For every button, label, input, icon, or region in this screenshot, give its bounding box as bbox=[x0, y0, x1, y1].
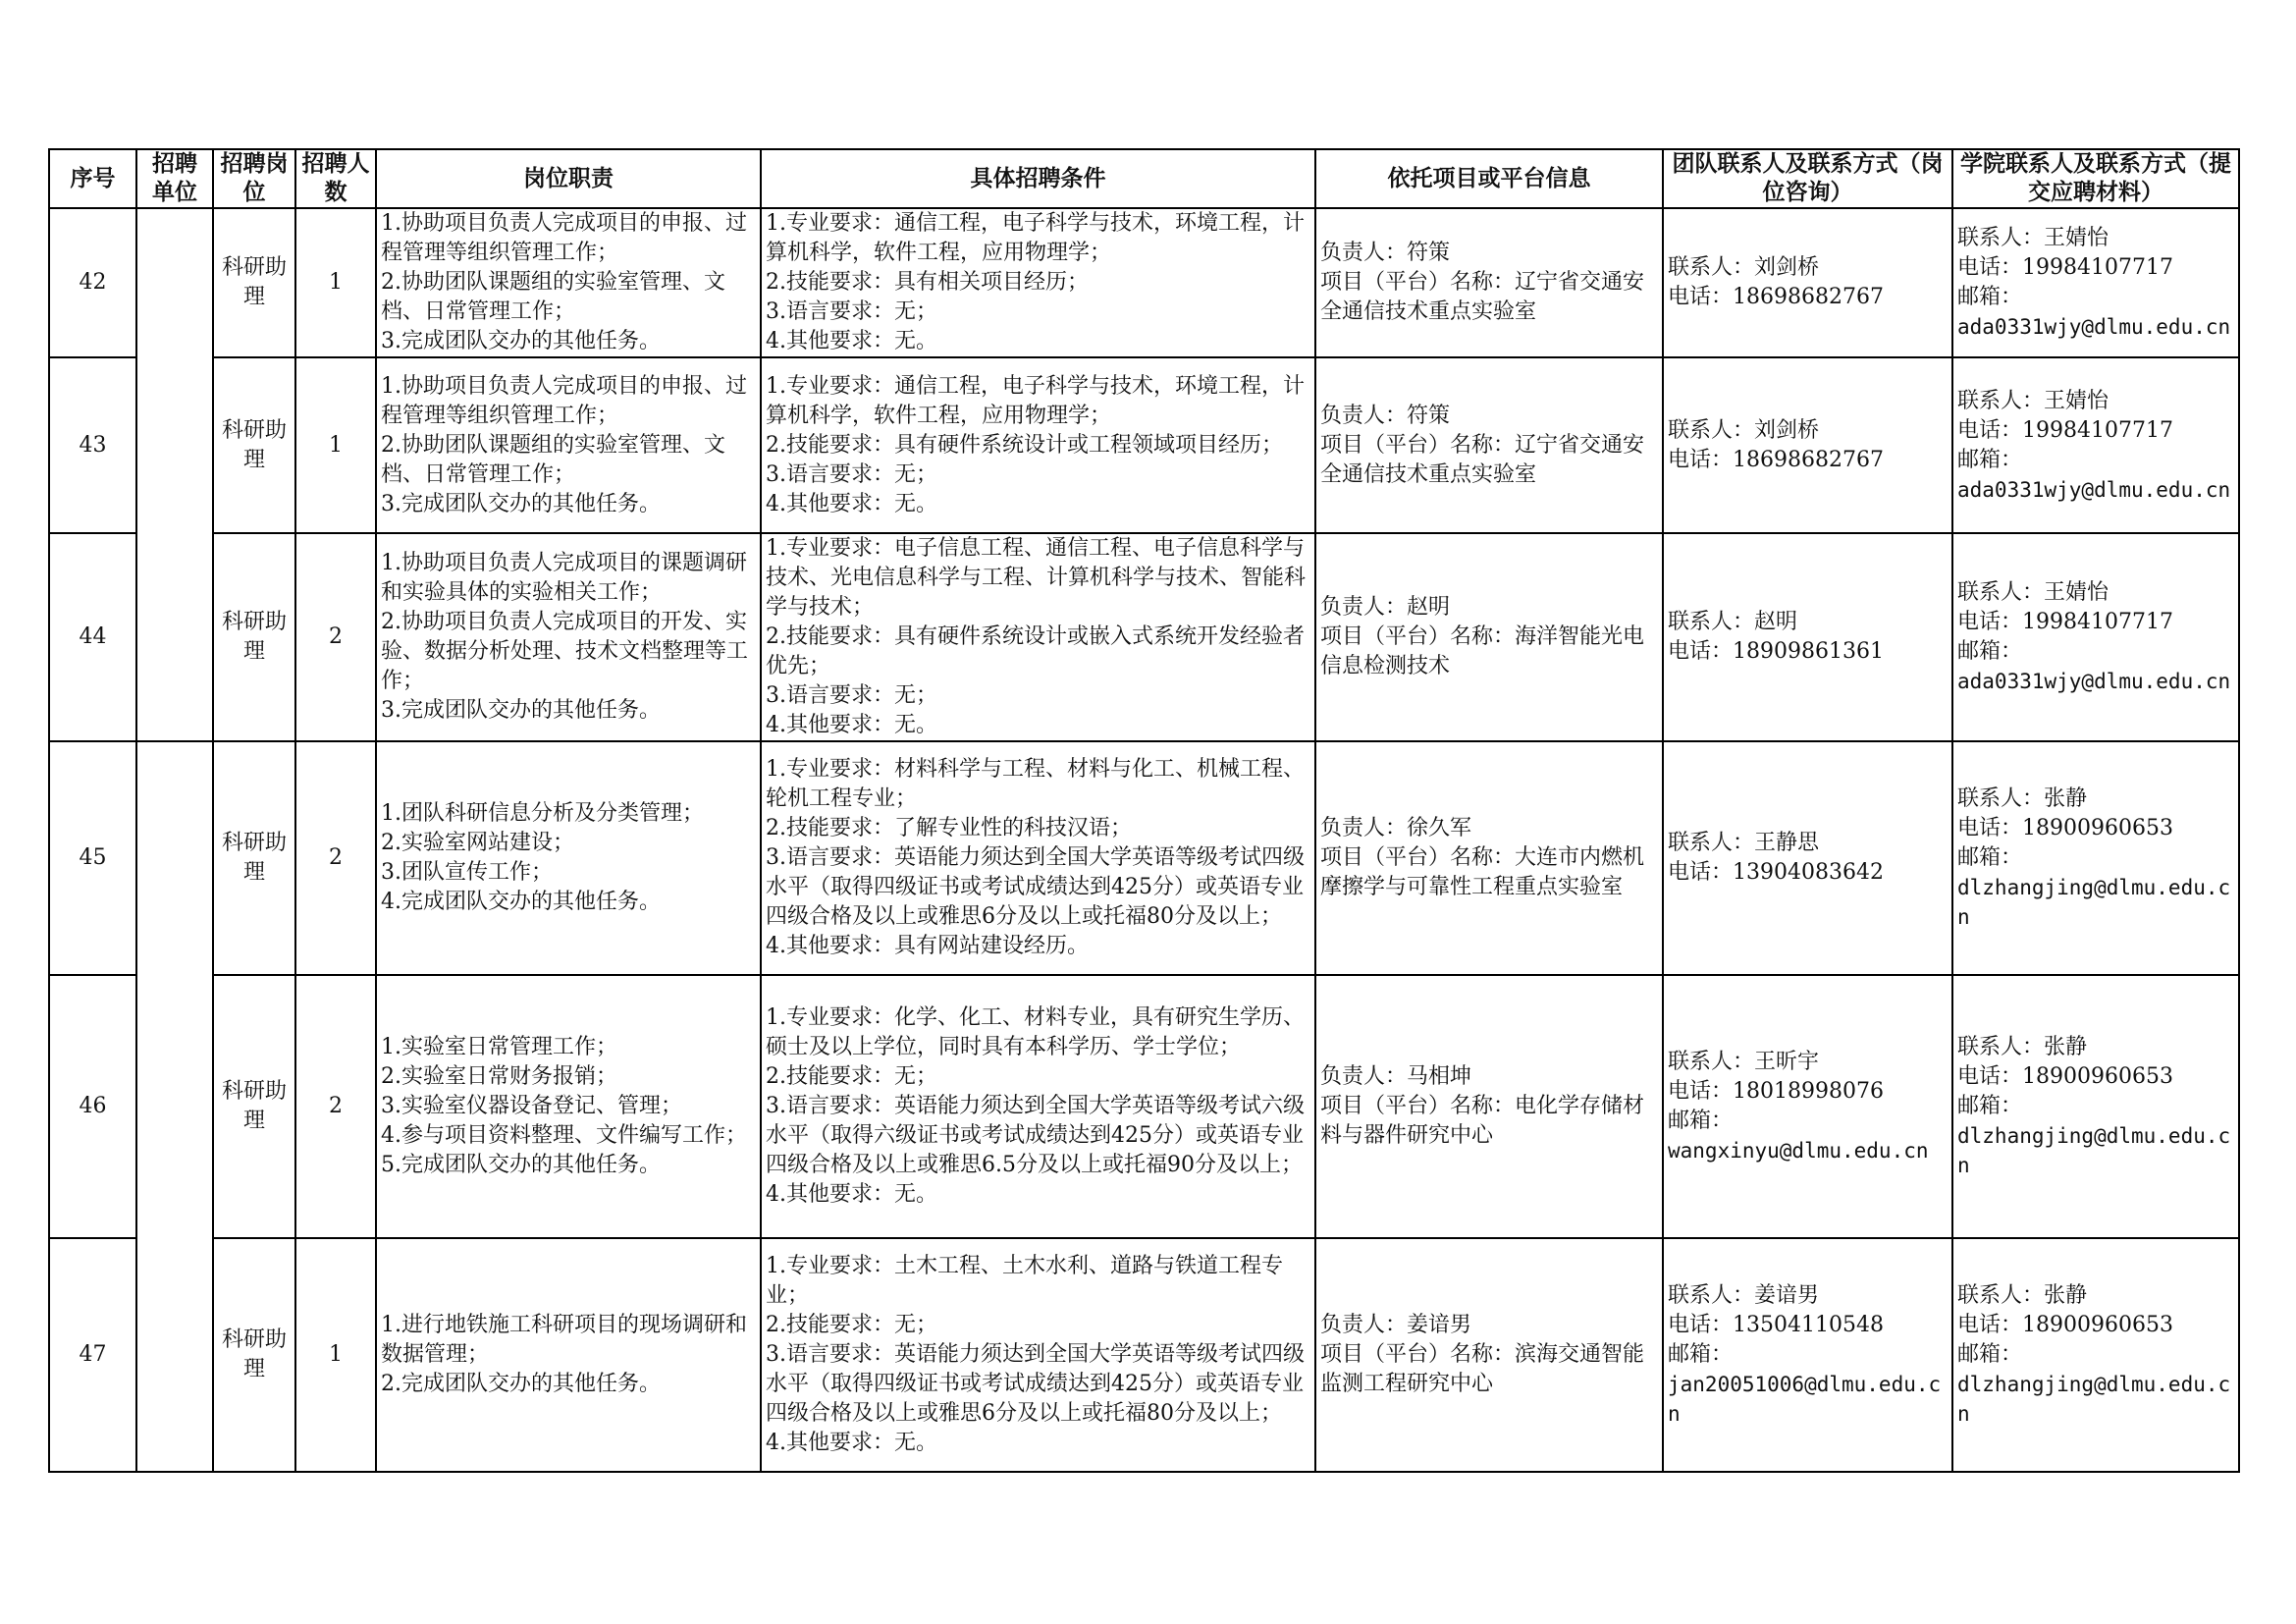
team-contact-email: jan20051006@dlmu.edu.cn bbox=[1668, 1373, 1942, 1426]
table-row bbox=[49, 975, 2239, 1238]
requirements-cell: 1.专业要求：通信工程，电子科学与技术，环境工程，计算机科学，软件工程，应用物理学； 2.技能要求：具有硬件系统设计或工程领域项目经历； 3.语言要求：无； 4.其他要求：无。 bbox=[761, 357, 1315, 533]
project-name: 项目（平台）名称：大连市内燃机摩擦学与可靠性工程重点实验室 bbox=[1320, 845, 1645, 899]
college-contact-cell bbox=[1952, 741, 2239, 975]
college-contact-name: 联系人：张静 bbox=[1957, 1035, 2088, 1059]
team-contact-name: 联系人：刘剑桥 bbox=[1668, 417, 1820, 443]
project-name: 项目（平台）名称：滨海交通智能监测工程研究中心 bbox=[1320, 1342, 1645, 1396]
college-contact-email-label: 邮箱： bbox=[1957, 845, 2023, 870]
project-leader: 负责人：马相坤 bbox=[1320, 1064, 1472, 1089]
college-contact-phone: 电话：18900960653 bbox=[1957, 816, 2173, 840]
college-contact-email-label: 邮箱： bbox=[1957, 639, 2023, 664]
college-contact-email-label: 邮箱： bbox=[1957, 1342, 2023, 1367]
table-row bbox=[49, 741, 2239, 975]
college-contact-email: ada0331wjy@dlmu.edu.cn bbox=[1957, 315, 2231, 339]
post-cell: 科研助理 bbox=[213, 975, 295, 1238]
count-cell: 1 bbox=[295, 208, 376, 357]
team-contact-cell bbox=[1663, 1238, 1952, 1472]
team-contact-email-label: 邮箱： bbox=[1668, 1342, 1734, 1367]
count-cell: 2 bbox=[295, 741, 376, 975]
project-name: 项目（平台）名称：电化学存储材料与器件研究中心 bbox=[1320, 1094, 1645, 1148]
project-name: 项目（平台）名称：海洋智能光电信息检测技术 bbox=[1320, 624, 1645, 678]
team-contact-email-label: 邮箱： bbox=[1668, 1109, 1734, 1133]
table-row bbox=[49, 208, 2239, 357]
college-contact-cell bbox=[1952, 1238, 2239, 1472]
project-leader: 负责人：徐久军 bbox=[1320, 816, 1472, 840]
requirements-cell: 1.专业要求：电子信息工程、通信工程、电子信息科学与技术、光电信息科学与工程、计算机科学与技术、智能科学与技术； 2.技能要求：具有硬件系统设计或嵌入式系统开发经验者优先； 3.语言要求：无； 4.其他要求：无。 bbox=[761, 533, 1315, 741]
table-row bbox=[49, 1238, 2239, 1472]
seq-cell: 42 bbox=[49, 208, 136, 357]
requirements-cell: 1.专业要求：材料科学与工程、材料与化工、机械工程、轮机工程专业； 2.技能要求：了解专业性的科技汉语； 3.语言要求：英语能力须达到全国大学英语等级考试四级水平（取得四级证书或考试成绩达到425分）或英语专业四级合格及以上或雅思6分及以上或托福80分及以上； 4.其他要求：具有网站建设经历。 bbox=[761, 741, 1315, 975]
project-name: 项目（平台）名称：辽宁省交通安全通信技术重点实验室 bbox=[1320, 432, 1645, 487]
college-contact-email: ada0331wjy@dlmu.edu.cn bbox=[1957, 670, 2231, 693]
team-contact-phone: 电话：18909861361 bbox=[1668, 639, 1884, 664]
team-contact-cell bbox=[1663, 357, 1952, 533]
project-cell bbox=[1315, 357, 1663, 533]
seq-cell: 43 bbox=[49, 357, 136, 533]
header-team-contact: 团队联系人及联系方式（岗位咨询） bbox=[1663, 149, 1952, 208]
college-contact-phone: 电话：19984107717 bbox=[1957, 610, 2173, 634]
duties-cell: 1.团队科研信息分析及分类管理； 2.实验室网站建设； 3.团队宣传工作； 4.完成团队交办的其他任务。 bbox=[376, 741, 761, 975]
college-contact-phone: 电话：18900960653 bbox=[1957, 1313, 2173, 1337]
header-row bbox=[49, 149, 2239, 208]
duties-cell: 1.进行地铁施工科研项目的现场调研和数据管理； 2.完成团队交办的其他任务。 bbox=[376, 1238, 761, 1472]
college-contact-phone: 电话：18900960653 bbox=[1957, 1064, 2173, 1089]
duties-cell: 1.协助项目负责人完成项目的申报、过程管理等组织管理工作； 2.协助团队课题组的实验室管理、文档、日常管理工作； 3.完成团队交办的其他任务。 bbox=[376, 208, 761, 357]
team-contact-phone: 电话：18698682767 bbox=[1668, 447, 1884, 472]
team-contact-phone: 电话：13904083642 bbox=[1668, 860, 1884, 885]
team-contact-name: 联系人：王昕宇 bbox=[1668, 1050, 1820, 1074]
seq-cell: 46 bbox=[49, 975, 136, 1238]
college-contact-name: 联系人：王婧怡 bbox=[1957, 580, 2109, 605]
team-contact-cell bbox=[1663, 975, 1952, 1238]
header-count: 招聘人数 bbox=[295, 149, 376, 208]
team-contact-cell bbox=[1663, 208, 1952, 357]
team-contact-name: 联系人：王静思 bbox=[1668, 831, 1820, 855]
college-contact-email: dlzhangjing@dlmu.edu.cn bbox=[1957, 876, 2231, 929]
project-name: 项目（平台）名称：辽宁省交通安全通信技术重点实验室 bbox=[1320, 270, 1645, 324]
duties-cell: 1.协助项目负责人完成项目的课题调研和实验具体的实验相关工作； 2.协助项目负责人完成项目的开发、实验、数据分析处理、技术文档整理等工作； 3.完成团队交办的其他任务。 bbox=[376, 533, 761, 741]
project-leader: 负责人：姜谙男 bbox=[1320, 1313, 1472, 1337]
college-contact-email: dlzhangjing@dlmu.edu.cn bbox=[1957, 1124, 2231, 1177]
project-cell bbox=[1315, 1238, 1663, 1472]
table-row bbox=[49, 357, 2239, 533]
college-contact-phone: 电话：19984107717 bbox=[1957, 255, 2173, 280]
college-contact-cell bbox=[1952, 208, 2239, 357]
requirements-cell: 1.专业要求：土木工程、土木水利、道路与铁道工程专业； 2.技能要求：无； 3.语言要求：英语能力须达到全国大学英语等级考试四级水平（取得四级证书或考试成绩达到425分）或英语专业四级合格及以上或雅思6分及以上或托福80分及以上； 4.其他要求：无。 bbox=[761, 1238, 1315, 1472]
team-contact-cell bbox=[1663, 741, 1952, 975]
post-cell: 科研助理 bbox=[213, 357, 295, 533]
college-contact-name: 联系人：张静 bbox=[1957, 1283, 2088, 1308]
team-contact-email: wangxinyu@dlmu.edu.cn bbox=[1668, 1139, 1929, 1163]
college-contact-email-label: 邮箱： bbox=[1957, 285, 2023, 309]
count-cell: 2 bbox=[295, 975, 376, 1238]
header-requirements: 具体招聘条件 bbox=[761, 149, 1315, 208]
project-leader: 负责人：符策 bbox=[1320, 403, 1451, 428]
header-unit: 招聘单位 bbox=[136, 149, 213, 208]
table-body bbox=[49, 208, 2239, 1472]
count-cell: 2 bbox=[295, 533, 376, 741]
team-contact-name: 联系人：刘剑桥 bbox=[1668, 255, 1820, 280]
requirements-cell: 1.专业要求：化学、化工、材料专业，具有研究生学历、硕士及以上学位，同时具有本科学历、学士学位； 2.技能要求：无； 3.语言要求：英语能力须达到全国大学英语等级考试六级水平（取得六级证书或考试成绩达到425分）或英语专业四级合格及以上或雅思6.5分及以上或托福90分及以上； 4.其他要求：无。 bbox=[761, 975, 1315, 1238]
duties-cell: 1.协助项目负责人完成项目的申报、过程管理等组织管理工作； 2.协助团队课题组的实验室管理、文档、日常管理工作； 3.完成团队交办的其他任务。 bbox=[376, 357, 761, 533]
seq-cell: 45 bbox=[49, 741, 136, 975]
college-contact-email-label: 邮箱： bbox=[1957, 447, 2023, 472]
header-duties: 岗位职责 bbox=[376, 149, 761, 208]
team-contact-phone: 电话：18698682767 bbox=[1668, 285, 1884, 309]
project-cell bbox=[1315, 975, 1663, 1238]
college-contact-email: ada0331wjy@dlmu.edu.cn bbox=[1957, 477, 2231, 502]
team-contact-name: 联系人：赵明 bbox=[1668, 610, 1798, 634]
recruitment-table bbox=[48, 148, 2240, 1473]
project-leader: 负责人：赵明 bbox=[1320, 595, 1451, 620]
header-project: 依托项目或平台信息 bbox=[1315, 149, 1663, 208]
college-contact-phone: 电话：19984107717 bbox=[1957, 417, 2173, 443]
project-cell bbox=[1315, 741, 1663, 975]
post-cell: 科研助理 bbox=[213, 741, 295, 975]
count-cell: 1 bbox=[295, 1238, 376, 1472]
post-cell: 科研助理 bbox=[213, 208, 295, 357]
college-contact-cell bbox=[1952, 533, 2239, 741]
project-cell bbox=[1315, 208, 1663, 357]
seq-cell: 47 bbox=[49, 1238, 136, 1472]
college-contact-name: 联系人：王婧怡 bbox=[1957, 388, 2109, 413]
college-contact-email-label: 邮箱： bbox=[1957, 1094, 2023, 1118]
post-cell: 科研助理 bbox=[213, 533, 295, 741]
project-leader: 负责人：符策 bbox=[1320, 241, 1451, 265]
seq-cell: 44 bbox=[49, 533, 136, 741]
duties-cell: 1.实验室日常管理工作； 2.实验室日常财务报销； 3.实验室仪器设备登记、管理； 4.参与项目资料整理、文件编写工作； 5.完成团队交办的其他任务。 bbox=[376, 975, 761, 1238]
table-row bbox=[49, 533, 2239, 741]
college-contact-cell bbox=[1952, 975, 2239, 1238]
unit-cell bbox=[136, 208, 213, 741]
team-contact-name: 联系人：姜谙男 bbox=[1668, 1283, 1820, 1308]
requirements-cell: 1.专业要求：通信工程，电子科学与技术，环境工程，计算机科学，软件工程，应用物理学； 2.技能要求：具有相关项目经历； 3.语言要求：无； 4.其他要求：无。 bbox=[761, 208, 1315, 357]
count-cell: 1 bbox=[295, 357, 376, 533]
header-college-contact: 学院联系人及联系方式（提交应聘材料） bbox=[1952, 149, 2239, 208]
header-post: 招聘岗位 bbox=[213, 149, 295, 208]
team-contact-cell bbox=[1663, 533, 1952, 741]
college-contact-email: dlzhangjing@dlmu.edu.cn bbox=[1957, 1373, 2231, 1426]
college-contact-name: 联系人：王婧怡 bbox=[1957, 226, 2109, 250]
college-contact-name: 联系人：张静 bbox=[1957, 786, 2088, 811]
post-cell: 科研助理 bbox=[213, 1238, 295, 1472]
project-cell bbox=[1315, 533, 1663, 741]
college-contact-cell bbox=[1952, 357, 2239, 533]
team-contact-phone: 电话：13504110548 bbox=[1668, 1313, 1884, 1337]
table-header bbox=[49, 149, 2239, 208]
team-contact-phone: 电话：18018998076 bbox=[1668, 1079, 1884, 1104]
unit-cell bbox=[136, 741, 213, 1472]
header-seq: 序号 bbox=[49, 149, 136, 208]
